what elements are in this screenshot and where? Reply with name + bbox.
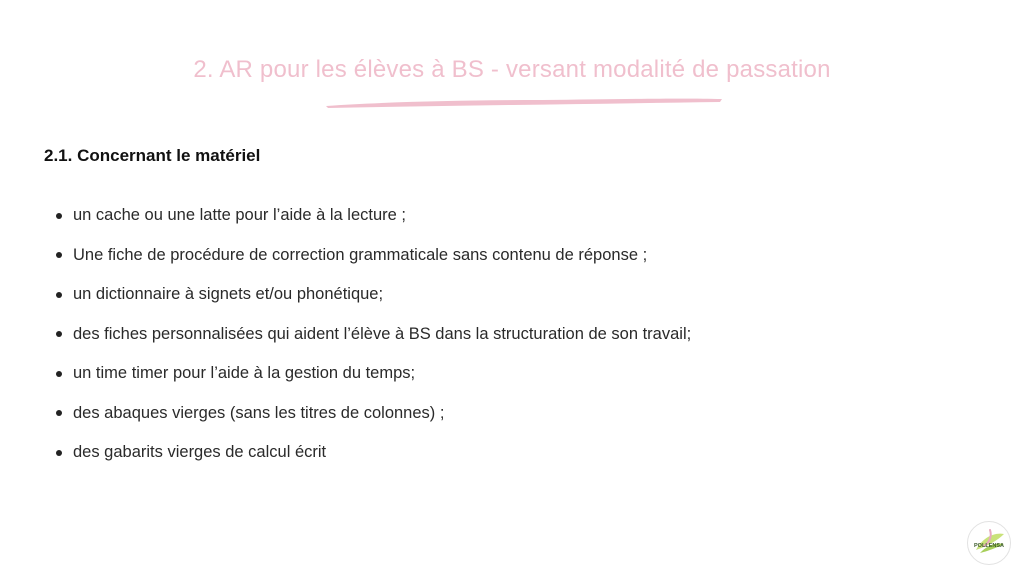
bullet-icon: [56, 371, 62, 377]
bullet-icon: [56, 410, 62, 416]
list-item: [56, 354, 956, 394]
list-item: [56, 275, 956, 315]
slide-title: 2. AR pour les élèves à BS - versant modalité de passation: [193, 56, 831, 83]
list-item-text: des fiches personnalisées qui aident l’élève à BS dans la structuration de son travail;: [73, 324, 692, 343]
list-item-text: un time timer pour l’aide à la gestion du temps;: [73, 364, 416, 383]
brush-underline-decoration: [322, 96, 726, 110]
section-heading: 2.1. Concernant le matériel: [44, 146, 261, 165]
bullet-icon: [56, 213, 62, 219]
list-item: [56, 315, 956, 355]
list-item: [56, 236, 956, 276]
list-item-text: des gabarits vierges de calcul écrit: [73, 443, 327, 462]
list-item-text: des abaques vierges (sans les titres de colonnes) ;: [73, 403, 445, 422]
list-item: [56, 394, 956, 434]
bullet-icon: [56, 450, 62, 456]
logo-text: POLLENSA: [974, 543, 1004, 549]
list-item: [56, 433, 956, 473]
list-item-text: un dictionnaire à signets et/ou phonétique;: [73, 285, 384, 304]
leaf-logo-icon: [966, 520, 1012, 566]
bullet-icon: [56, 252, 62, 258]
list-item: [56, 196, 956, 236]
bullet-icon: [56, 292, 62, 298]
list-item-text: un cache ou une latte pour l’aide à la lecture ;: [73, 206, 406, 225]
bullet-list: [56, 196, 956, 473]
list-item-text: Une fiche de procédure de correction grammaticale sans contenu de réponse ;: [73, 245, 648, 264]
bullet-icon: [56, 331, 62, 337]
